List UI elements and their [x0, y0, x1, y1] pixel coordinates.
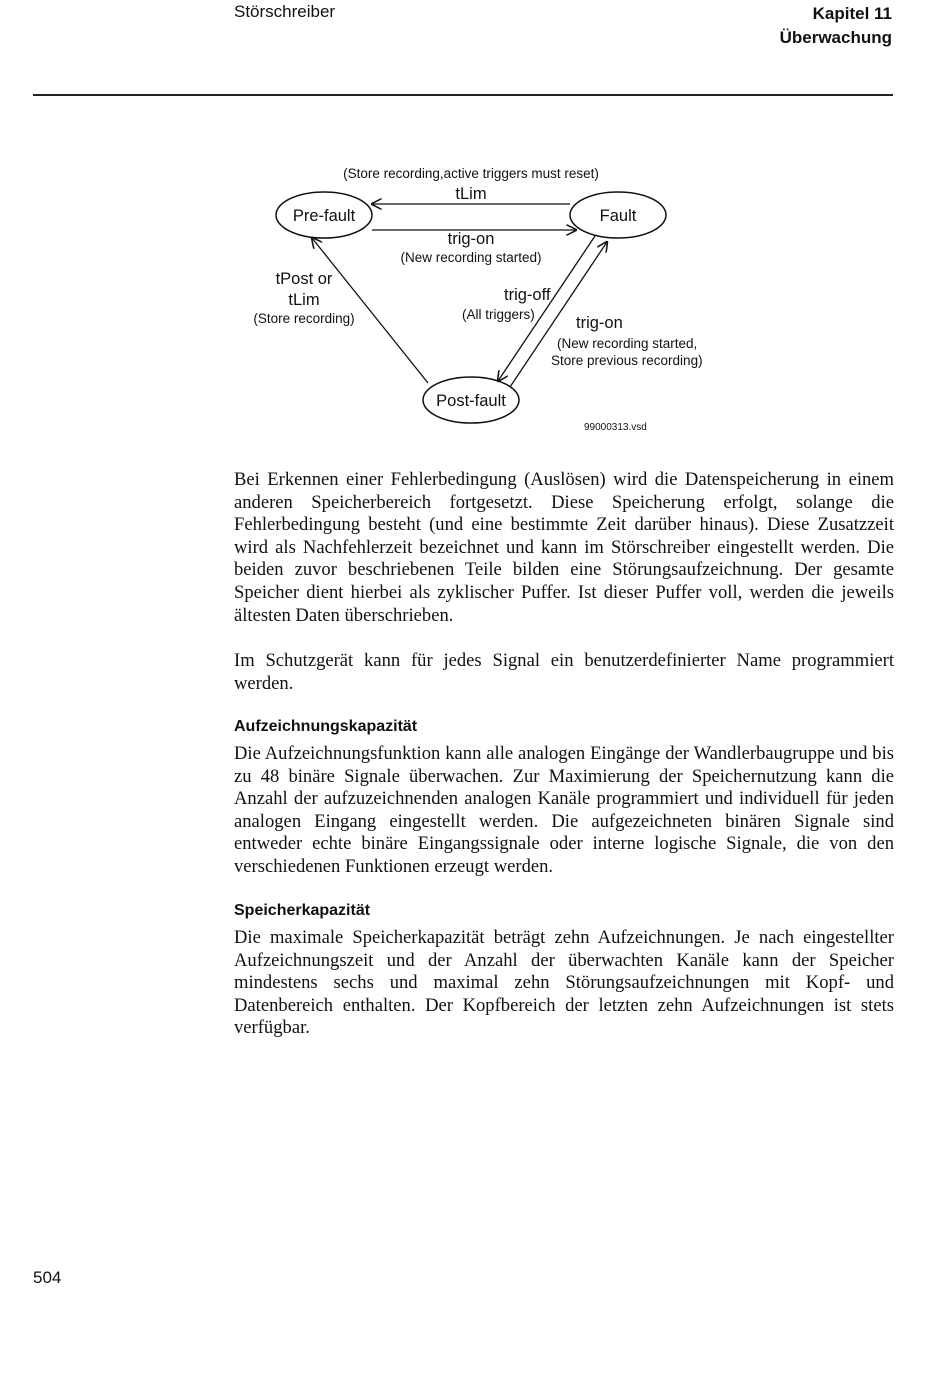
paragraph-signal-names: Im Schutzgerät kann für jedes Signal ein benutzerdefinierter Name programmiert werden.: [234, 650, 894, 694]
label-trigon-right-note1: (New recording started,: [557, 336, 698, 351]
state-label-postfault: Post-fault: [436, 392, 506, 410]
header-section-title: Störschreiber: [234, 2, 336, 21]
heading-memory-capacity: Speicherkapazität: [234, 902, 371, 919]
label-top-note: (Store recording,active triggers must reset): [343, 166, 599, 181]
diagram-file-id: 99000313.vsd: [584, 422, 647, 433]
page-number: 504: [33, 1268, 62, 1287]
label-trigon-main: trig-on: [447, 230, 495, 248]
label-trigoff-note: (All triggers): [462, 307, 535, 322]
label-trigon-main-note: (New recording started): [400, 250, 542, 265]
paragraph-recording-capacity: Die Aufzeichnungsfunktion kann alle analogen Eingänge der Wandlerbaugruppe und bis zu 48 binäre Signale überwachen. Zur Maximierung der Speichernutzung kann die Anzahl der aufzuzeichnenden analogen Kanäle programmiert und individuell für jeden analogen Eingang eingestellt werden. Die aufgezeichneten binären Signale sind entweder echte binäre Eingangssignale oder interne logische Signale, die von den verschiedenen Funktionen erzeugt werden.: [234, 743, 894, 877]
label-tpost-line1: tPost or: [275, 270, 333, 288]
label-trigon-right: trig-on: [576, 314, 623, 332]
state-diagram: [240, 158, 720, 438]
header-chapter-block: [780, 2, 892, 50]
state-label-prefault: Pre-fault: [292, 207, 356, 225]
label-tpost-note: (Store recording): [253, 311, 355, 326]
state-label-fault: Fault: [599, 207, 637, 225]
label-tlim-top: tLim: [455, 185, 487, 203]
label-trigon-right-note2: Store previous recording): [551, 353, 703, 368]
header-divider: [33, 94, 893, 96]
paragraph-memory-capacity: Die maximale Speicherkapazität beträgt zehn Aufzeichnungen. Je nach eingestellter Aufzeichnungszeit und der Anzahl der überwachten Kanäle kann der Speicher mindestens sechs und maximal zehn Störungsaufzeichnungen mit Kopf- und Datenbereich enthalten. Der Kopfbereich der letzten zehn Aufzeichnungen ist stets verfügbar.: [234, 927, 894, 1039]
paragraph-intro: Bei Erkennen einer Fehlerbedingung (Auslösen) wird die Datenspeicherung in einem anderen Speicherbereich fortgesetzt. Diese Speicherung erfolgt, solange die Fehlerbedingung besteht (und eine bestimmte Zeit darüber hinaus). Diese Zusatzzeit wird als Nachfehlerzeit bezeichnet und kann im Störschreiber eingestellt werden. Die beiden zuvor beschriebenen Teile bilden eine Störungsaufzeichnung. Der gesamte Speicher dient hierbei als zyklischer Puffer. Ist dieser Puffer voll, werden die jeweils ältesten Daten überschrieben.: [234, 469, 894, 626]
label-tpost-line2: tLim: [288, 291, 320, 309]
header-chapter: Kapitel 11: [812, 4, 892, 23]
label-trigoff: trig-off: [504, 286, 551, 304]
header-section: Überwachung: [779, 28, 892, 47]
heading-recording-capacity: Aufzeichnungskapazität: [234, 718, 418, 735]
